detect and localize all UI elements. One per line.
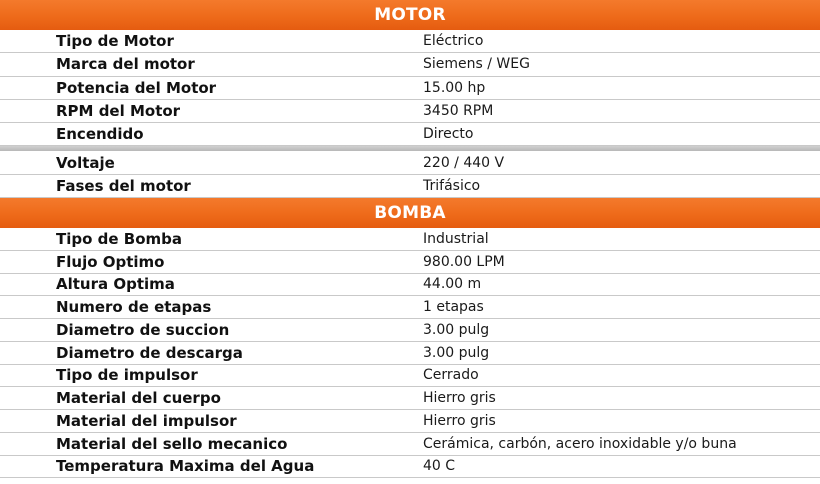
spec-label: Voltaje: [56, 153, 115, 172]
spec-label: Material del impulsor: [56, 411, 237, 430]
motor-section-header: MOTOR: [0, 0, 820, 30]
spec-row-material-del-cuerpo: [0, 387, 820, 410]
spec-label: Diametro de succion: [56, 320, 230, 339]
spec-value: Directo: [423, 126, 474, 143]
spec-label: RPM del Motor: [56, 102, 181, 121]
spec-row-fases-del-motor: [0, 175, 820, 198]
spec-label: Tipo de impulsor: [56, 366, 198, 385]
spec-row-diametro-de-succion: [0, 319, 820, 342]
bomba-section-header: BOMBA: [0, 198, 820, 228]
spec-label: Tipo de Bomba: [56, 229, 182, 248]
spec-value: Hierro gris: [423, 390, 496, 407]
spec-label: Potencia del Motor: [56, 78, 217, 97]
spec-value: 3.00 pulg: [423, 321, 490, 338]
spec-value: Hierro gris: [423, 412, 496, 429]
spec-value: 220 / 440 V: [423, 154, 505, 171]
spec-row-temperatura-maxima-del-agua: [0, 456, 820, 479]
spec-row-flujo-optimo: [0, 251, 820, 274]
spec-value: 3450 RPM: [423, 103, 494, 120]
spec-row-diametro-de-descarga: [0, 342, 820, 365]
spec-value: 40 C: [423, 458, 456, 475]
spec-value: Cerámica, carbón, acero inoxidable y/o buna: [423, 435, 737, 452]
spec-label: Flujo Optimo: [56, 252, 165, 271]
spec-row-material-del-sello-mecanico: [0, 433, 820, 456]
spec-label: Material del sello mecanico: [56, 434, 288, 453]
spec-value: Eléctrico: [423, 33, 484, 50]
spec-label: Marca del motor: [56, 55, 195, 74]
spec-label: Diametro de descarga: [56, 343, 243, 362]
spec-row-encendido: [0, 123, 820, 146]
spec-row-tipo-de-motor: [0, 30, 820, 53]
spec-row-potencia-del-motor: [0, 77, 820, 100]
spec-value: Industrial: [423, 230, 489, 247]
spec-label: Numero de etapas: [56, 298, 212, 317]
spec-row-tipo-de-bomba: [0, 228, 820, 251]
motor-section-body: [0, 30, 820, 198]
spec-label: Material del cuerpo: [56, 389, 221, 408]
spec-label: Fases del motor: [56, 176, 191, 195]
spec-label: Encendido: [56, 125, 144, 144]
spec-row-material-del-impulsor: [0, 410, 820, 433]
spec-row-voltaje: [0, 151, 820, 174]
spec-value: Siemens / WEG: [423, 56, 530, 73]
spec-value: 980.00 LPM: [423, 253, 505, 270]
spec-value: Trifásico: [423, 177, 481, 194]
spec-label: Tipo de Motor: [56, 32, 174, 51]
spec-row-marca-del-motor: [0, 53, 820, 76]
spec-row-tipo-de-impulsor: [0, 365, 820, 388]
spec-row-numero-de-etapas: [0, 296, 820, 319]
spec-row-rpm-del-motor: [0, 100, 820, 123]
spec-value: 44.00 m: [423, 276, 482, 293]
spec-label: Altura Optima: [56, 275, 175, 294]
bomba-section-body: [0, 228, 820, 478]
spec-value: Cerrado: [423, 367, 479, 384]
spec-row-altura-optima: [0, 274, 820, 297]
spec-value: 1 etapas: [423, 299, 484, 316]
spec-label: Temperatura Maxima del Agua: [56, 457, 315, 476]
spec-value: 3.00 pulg: [423, 344, 490, 361]
spec-value: 15.00 hp: [423, 79, 486, 96]
